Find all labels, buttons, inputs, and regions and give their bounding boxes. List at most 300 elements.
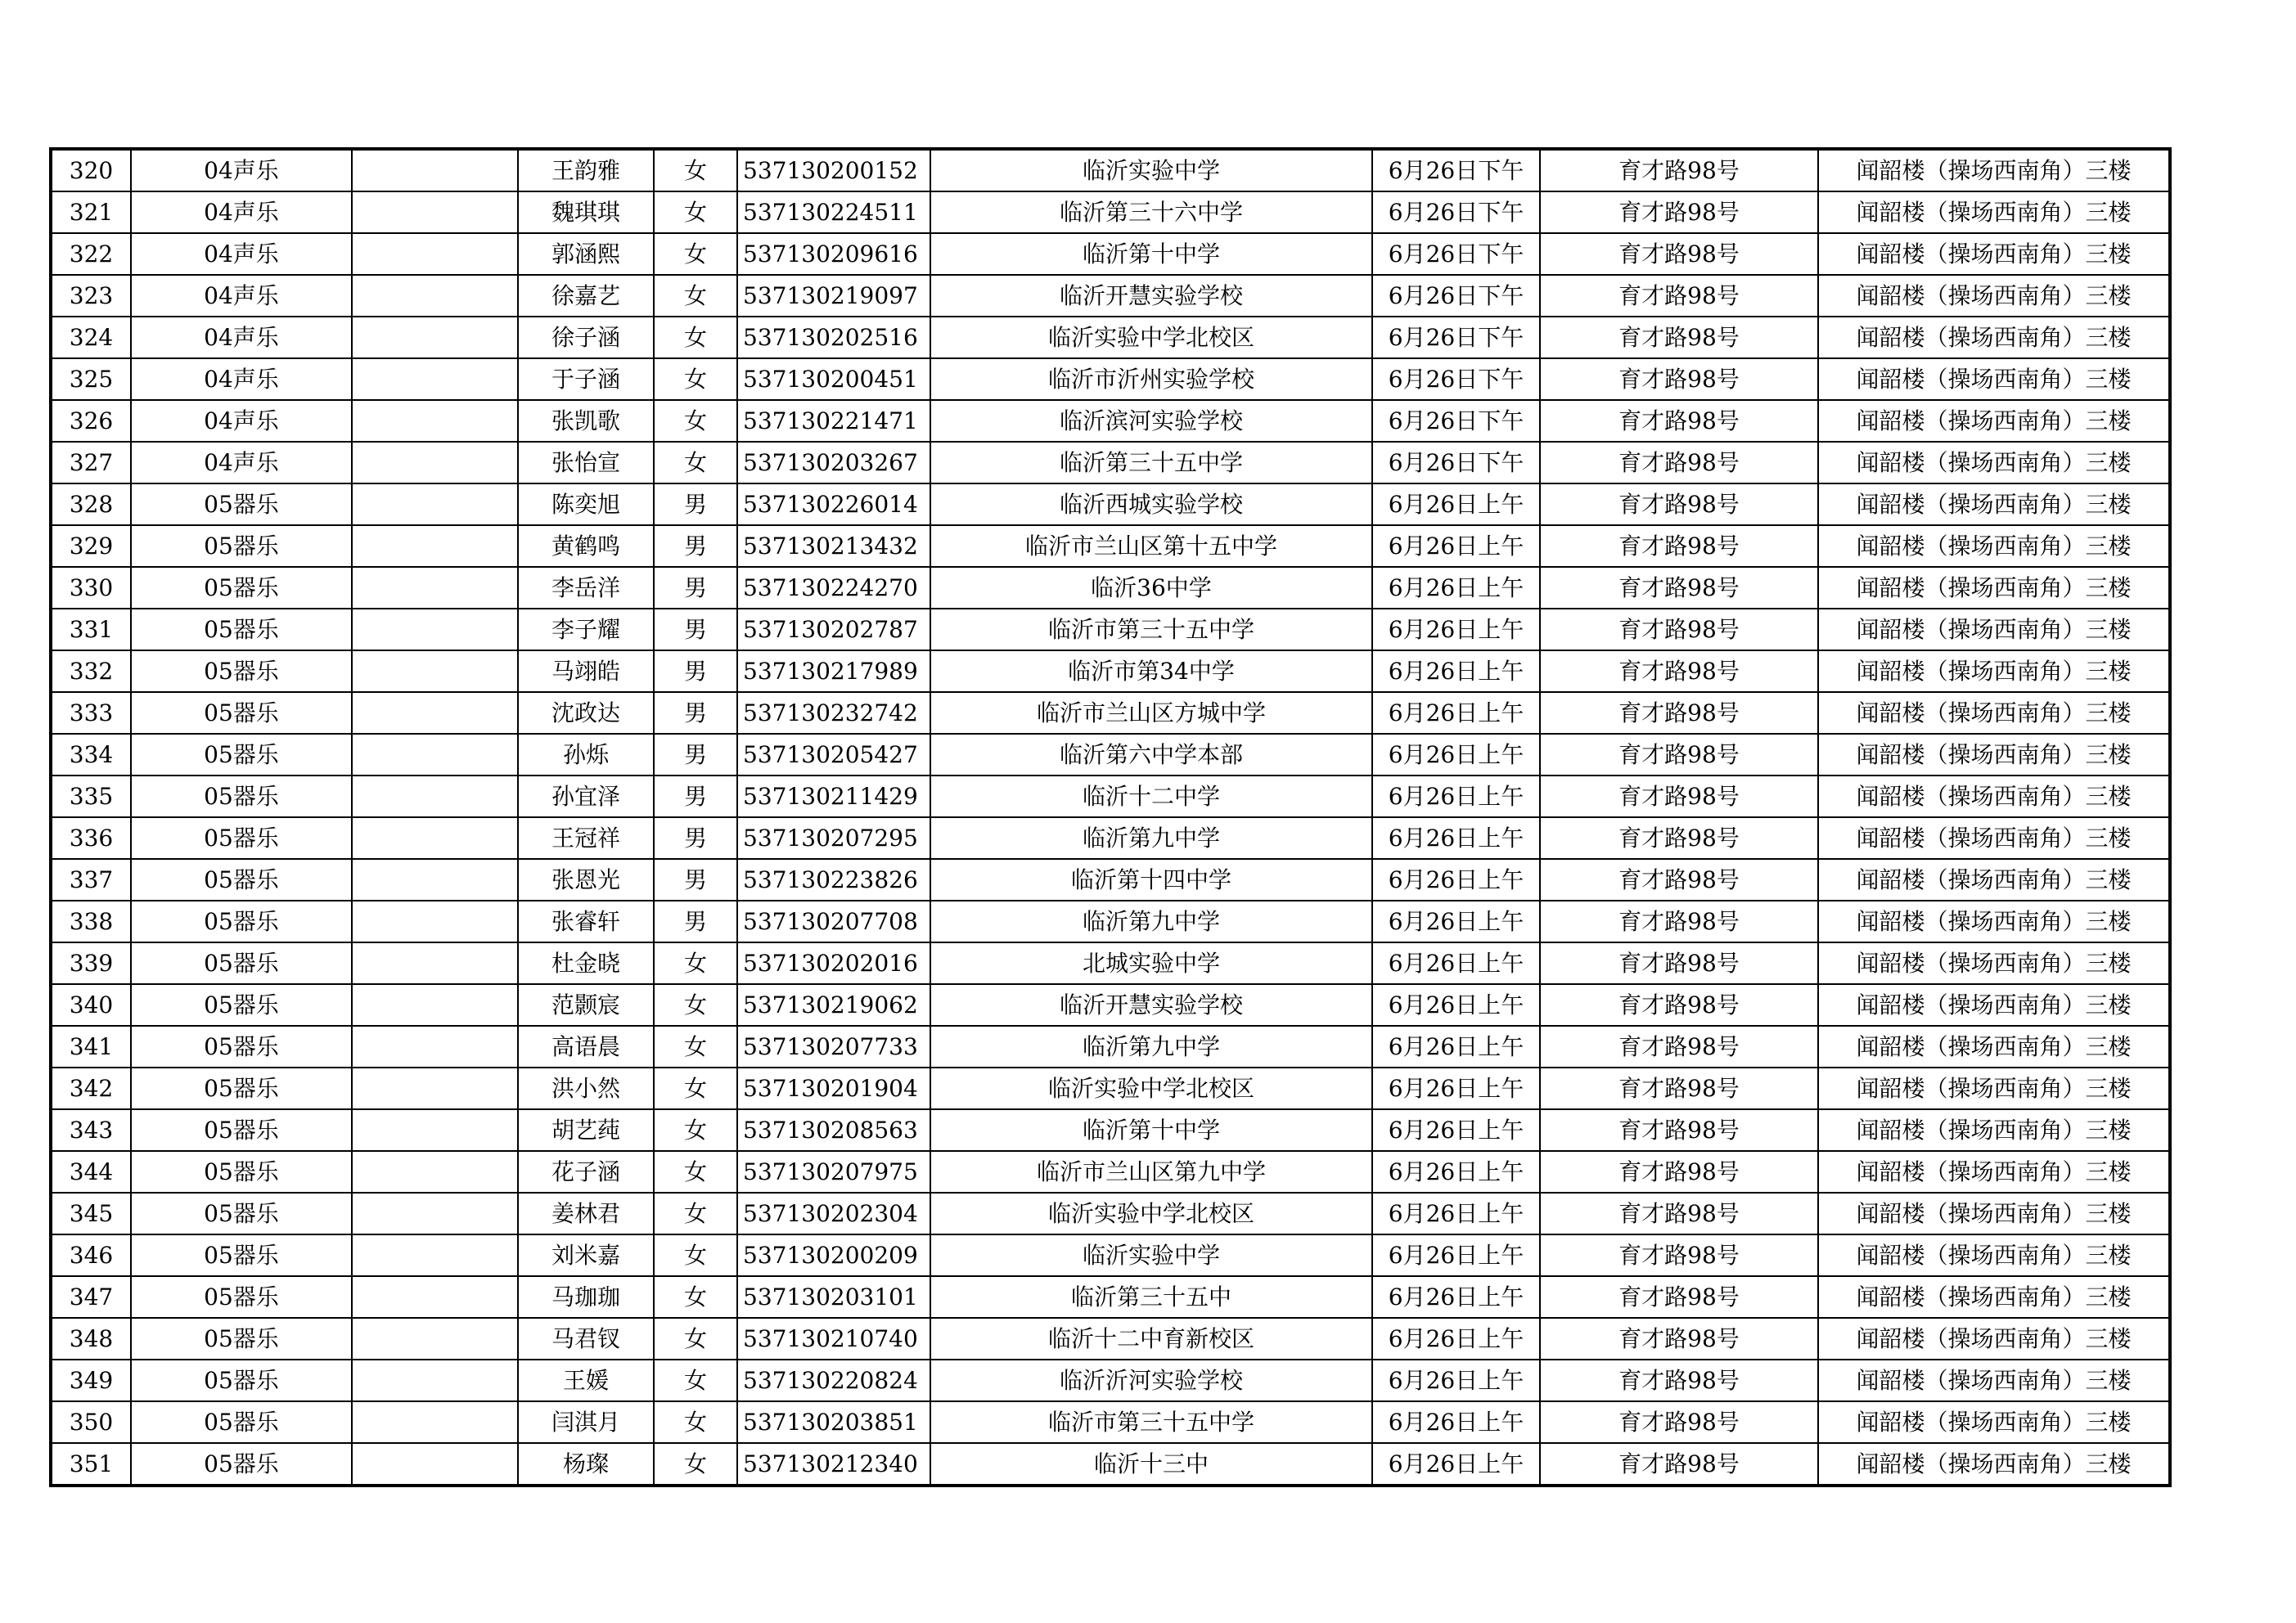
row-number-cell: 320 — [51, 149, 131, 191]
subject-category-cell: 05器乐 — [131, 1193, 352, 1234]
subject-category-cell: 05器乐 — [131, 776, 352, 817]
row-number-cell: 342 — [51, 1068, 131, 1109]
exam-room-location-cell: 闻韶楼（操场西南角）三楼 — [1818, 275, 2170, 317]
subject-category-cell: 05器乐 — [131, 609, 352, 650]
row-number-cell: 338 — [51, 901, 131, 942]
student-name-cell: 王冠祥 — [518, 817, 654, 859]
exam-number-cell: 537130226014 — [737, 483, 930, 525]
exam-number-cell: 537130207975 — [737, 1151, 930, 1193]
student-name-cell: 黄鹤鸣 — [518, 525, 654, 567]
school-name-cell: 临沂市兰山区方城中学 — [930, 692, 1372, 734]
exam-room-location-cell: 闻韶楼（操场西南角）三楼 — [1818, 692, 2170, 734]
exam-session-cell: 6月26日下午 — [1372, 358, 1540, 400]
subject-category-cell: 05器乐 — [131, 901, 352, 942]
exam-address-cell: 育才路98号 — [1540, 859, 1818, 901]
blank-cell-cell — [352, 442, 518, 483]
exam-address-cell: 育才路98号 — [1540, 1276, 1818, 1318]
exam-address-cell: 育才路98号 — [1540, 1360, 1818, 1401]
table-row — [51, 1318, 2170, 1360]
exam-room-location-cell: 闻韶楼（操场西南角）三楼 — [1818, 149, 2170, 191]
exam-room-location-cell: 闻韶楼（操场西南角）三楼 — [1818, 1401, 2170, 1443]
student-name-cell: 李岳洋 — [518, 567, 654, 609]
table-row — [51, 1360, 2170, 1401]
student-name-cell: 杜金晓 — [518, 942, 654, 984]
subject-category-cell: 05器乐 — [131, 1151, 352, 1193]
row-number-cell: 331 — [51, 609, 131, 650]
gender-cell: 男 — [654, 817, 737, 859]
table-row — [51, 692, 2170, 734]
exam-session-cell: 6月26日上午 — [1372, 734, 1540, 776]
gender-cell: 女 — [654, 149, 737, 191]
blank-cell-cell — [352, 984, 518, 1026]
school-name-cell: 临沂沂河实验学校 — [930, 1360, 1372, 1401]
gender-cell: 女 — [654, 1068, 737, 1109]
row-number-cell: 334 — [51, 734, 131, 776]
exam-session-cell: 6月26日下午 — [1372, 149, 1540, 191]
school-name-cell: 北城实验中学 — [930, 942, 1372, 984]
blank-cell-cell — [352, 942, 518, 984]
subject-category-cell: 05器乐 — [131, 483, 352, 525]
table-row — [51, 317, 2170, 358]
gender-cell: 女 — [654, 358, 737, 400]
exam-number-cell: 537130212340 — [737, 1443, 930, 1486]
row-number-cell: 333 — [51, 692, 131, 734]
exam-room-location-cell: 闻韶楼（操场西南角）三楼 — [1818, 317, 2170, 358]
gender-cell: 女 — [654, 317, 737, 358]
table-row — [51, 1193, 2170, 1234]
row-number-cell: 337 — [51, 859, 131, 901]
exam-number-cell: 537130202304 — [737, 1193, 930, 1234]
exam-session-cell: 6月26日上午 — [1372, 1068, 1540, 1109]
exam-room-location-cell: 闻韶楼（操场西南角）三楼 — [1818, 1026, 2170, 1068]
student-name-cell: 张怡宣 — [518, 442, 654, 483]
exam-address-cell: 育才路98号 — [1540, 483, 1818, 525]
exam-number-cell: 537130202016 — [737, 942, 930, 984]
row-number-cell: 327 — [51, 442, 131, 483]
subject-category-cell: 05器乐 — [131, 1109, 352, 1151]
school-name-cell: 临沂十二中育新校区 — [930, 1318, 1372, 1360]
school-name-cell: 临沂市沂州实验学校 — [930, 358, 1372, 400]
gender-cell: 男 — [654, 609, 737, 650]
student-name-cell: 闫淇月 — [518, 1401, 654, 1443]
row-number-cell: 348 — [51, 1318, 131, 1360]
table-row — [51, 567, 2170, 609]
table-row — [51, 650, 2170, 692]
gender-cell: 男 — [654, 776, 737, 817]
blank-cell-cell — [352, 1068, 518, 1109]
school-name-cell: 临沂第九中学 — [930, 901, 1372, 942]
gender-cell: 女 — [654, 1151, 737, 1193]
gender-cell: 男 — [654, 567, 737, 609]
gender-cell: 女 — [654, 1234, 737, 1276]
row-number-cell: 347 — [51, 1276, 131, 1318]
exam-address-cell: 育才路98号 — [1540, 1193, 1818, 1234]
table-row — [51, 817, 2170, 859]
table-row — [51, 859, 2170, 901]
subject-category-cell: 05器乐 — [131, 650, 352, 692]
table-row — [51, 149, 2170, 191]
row-number-cell: 343 — [51, 1109, 131, 1151]
subject-category-cell: 04声乐 — [131, 400, 352, 442]
exam-number-cell: 537130205427 — [737, 734, 930, 776]
subject-category-cell: 04声乐 — [131, 442, 352, 483]
student-name-cell: 魏琪琪 — [518, 191, 654, 233]
student-name-cell: 郭涵熙 — [518, 233, 654, 275]
exam-number-cell: 537130203267 — [737, 442, 930, 483]
exam-address-cell: 育才路98号 — [1540, 442, 1818, 483]
subject-category-cell: 05器乐 — [131, 817, 352, 859]
blank-cell-cell — [352, 1318, 518, 1360]
blank-cell-cell — [352, 149, 518, 191]
exam-number-cell: 537130224511 — [737, 191, 930, 233]
student-name-cell: 陈奕旭 — [518, 483, 654, 525]
table-row — [51, 1151, 2170, 1193]
school-name-cell: 临沂实验中学 — [930, 1234, 1372, 1276]
exam-session-cell: 6月26日上午 — [1372, 609, 1540, 650]
subject-category-cell: 05器乐 — [131, 734, 352, 776]
exam-room-location-cell: 闻韶楼（操场西南角）三楼 — [1818, 984, 2170, 1026]
row-number-cell: 339 — [51, 942, 131, 984]
exam-room-location-cell: 闻韶楼（操场西南角）三楼 — [1818, 233, 2170, 275]
row-number-cell: 329 — [51, 525, 131, 567]
blank-cell-cell — [352, 400, 518, 442]
exam-number-cell: 537130221471 — [737, 400, 930, 442]
row-number-cell: 322 — [51, 233, 131, 275]
exam-address-cell: 育才路98号 — [1540, 1443, 1818, 1486]
exam-address-cell: 育才路98号 — [1540, 567, 1818, 609]
school-name-cell: 临沂西城实验学校 — [930, 483, 1372, 525]
exam-session-cell: 6月26日下午 — [1372, 191, 1540, 233]
exam-address-cell: 育才路98号 — [1540, 1068, 1818, 1109]
blank-cell-cell — [352, 233, 518, 275]
exam-address-cell: 育才路98号 — [1540, 650, 1818, 692]
exam-number-cell: 537130207295 — [737, 817, 930, 859]
row-number-cell: 326 — [51, 400, 131, 442]
school-name-cell: 临沂第六中学本部 — [930, 734, 1372, 776]
exam-session-cell: 6月26日上午 — [1372, 942, 1540, 984]
blank-cell-cell — [352, 1151, 518, 1193]
gender-cell: 女 — [654, 942, 737, 984]
student-name-cell: 花子涵 — [518, 1151, 654, 1193]
exam-number-cell: 537130220824 — [737, 1360, 930, 1401]
school-name-cell: 临沂市第34中学 — [930, 650, 1372, 692]
school-name-cell: 临沂第十中学 — [930, 1109, 1372, 1151]
row-number-cell: 346 — [51, 1234, 131, 1276]
exam-address-cell: 育才路98号 — [1540, 692, 1818, 734]
table-row — [51, 233, 2170, 275]
exam-session-cell: 6月26日上午 — [1372, 817, 1540, 859]
exam-room-location-cell: 闻韶楼（操场西南角）三楼 — [1818, 483, 2170, 525]
blank-cell-cell — [352, 317, 518, 358]
blank-cell-cell — [352, 609, 518, 650]
exam-number-cell: 537130202787 — [737, 609, 930, 650]
exam-number-cell: 537130224270 — [737, 567, 930, 609]
gender-cell: 男 — [654, 525, 737, 567]
exam-room-location-cell: 闻韶楼（操场西南角）三楼 — [1818, 609, 2170, 650]
blank-cell-cell — [352, 1276, 518, 1318]
exam-room-location-cell: 闻韶楼（操场西南角）三楼 — [1818, 525, 2170, 567]
exam-room-location-cell: 闻韶楼（操场西南角）三楼 — [1818, 734, 2170, 776]
row-number-cell: 323 — [51, 275, 131, 317]
exam-room-location-cell: 闻韶楼（操场西南角）三楼 — [1818, 1318, 2170, 1360]
table-row — [51, 609, 2170, 650]
exam-number-cell: 537130203851 — [737, 1401, 930, 1443]
exam-room-location-cell: 闻韶楼（操场西南角）三楼 — [1818, 1109, 2170, 1151]
exam-session-cell: 6月26日上午 — [1372, 1193, 1540, 1234]
blank-cell-cell — [352, 191, 518, 233]
table-row — [51, 984, 2170, 1026]
exam-room-location-cell: 闻韶楼（操场西南角）三楼 — [1818, 191, 2170, 233]
row-number-cell: 332 — [51, 650, 131, 692]
exam-address-cell: 育才路98号 — [1540, 776, 1818, 817]
exam-address-cell: 育才路98号 — [1540, 1151, 1818, 1193]
row-number-cell: 336 — [51, 817, 131, 859]
gender-cell: 男 — [654, 901, 737, 942]
exam-address-cell: 育才路98号 — [1540, 149, 1818, 191]
row-number-cell: 340 — [51, 984, 131, 1026]
exam-session-cell: 6月26日下午 — [1372, 442, 1540, 483]
row-number-cell: 325 — [51, 358, 131, 400]
exam-session-cell: 6月26日上午 — [1372, 650, 1540, 692]
exam-room-location-cell: 闻韶楼（操场西南角）三楼 — [1818, 776, 2170, 817]
gender-cell: 男 — [654, 692, 737, 734]
school-name-cell: 临沂开慧实验学校 — [930, 984, 1372, 1026]
exam-number-cell: 537130207733 — [737, 1026, 930, 1068]
school-name-cell: 临沂十三中 — [930, 1443, 1372, 1486]
exam-session-cell: 6月26日上午 — [1372, 901, 1540, 942]
school-name-cell: 临沂十二中学 — [930, 776, 1372, 817]
exam-session-cell: 6月26日上午 — [1372, 1026, 1540, 1068]
exam-room-location-cell: 闻韶楼（操场西南角）三楼 — [1818, 400, 2170, 442]
student-name-cell: 马翊皓 — [518, 650, 654, 692]
subject-category-cell: 04声乐 — [131, 275, 352, 317]
school-name-cell: 临沂市兰山区第九中学 — [930, 1151, 1372, 1193]
exam-session-cell: 6月26日下午 — [1372, 400, 1540, 442]
exam-room-location-cell: 闻韶楼（操场西南角）三楼 — [1818, 1151, 2170, 1193]
exam-address-cell: 育才路98号 — [1540, 901, 1818, 942]
table-row — [51, 1109, 2170, 1151]
blank-cell-cell — [352, 1109, 518, 1151]
exam-address-cell: 育才路98号 — [1540, 734, 1818, 776]
exam-room-location-cell: 闻韶楼（操场西南角）三楼 — [1818, 1443, 2170, 1486]
exam-number-cell: 537130232742 — [737, 692, 930, 734]
exam-address-cell: 育才路98号 — [1540, 1401, 1818, 1443]
school-name-cell: 临沂36中学 — [930, 567, 1372, 609]
row-number-cell: 324 — [51, 317, 131, 358]
school-name-cell: 临沂第三十五中学 — [930, 442, 1372, 483]
blank-cell-cell — [352, 901, 518, 942]
gender-cell: 女 — [654, 1443, 737, 1486]
blank-cell-cell — [352, 692, 518, 734]
student-name-cell: 张凯歌 — [518, 400, 654, 442]
school-name-cell: 临沂市第三十五中学 — [930, 609, 1372, 650]
exam-number-cell: 537130200451 — [737, 358, 930, 400]
row-number-cell: 330 — [51, 567, 131, 609]
school-name-cell: 临沂市第三十五中学 — [930, 1401, 1372, 1443]
exam-session-cell: 6月26日上午 — [1372, 1443, 1540, 1486]
gender-cell: 女 — [654, 1276, 737, 1318]
table-row — [51, 1026, 2170, 1068]
subject-category-cell: 05器乐 — [131, 1401, 352, 1443]
school-name-cell: 临沂第三十六中学 — [930, 191, 1372, 233]
exam-number-cell: 537130200152 — [737, 149, 930, 191]
exam-address-cell: 育才路98号 — [1540, 609, 1818, 650]
exam-address-cell: 育才路98号 — [1540, 358, 1818, 400]
exam-number-cell: 537130200209 — [737, 1234, 930, 1276]
school-name-cell: 临沂第九中学 — [930, 817, 1372, 859]
school-name-cell: 临沂第九中学 — [930, 1026, 1372, 1068]
student-name-cell: 孙宜泽 — [518, 776, 654, 817]
student-name-cell: 范颢宸 — [518, 984, 654, 1026]
exam-session-cell: 6月26日上午 — [1372, 1234, 1540, 1276]
subject-category-cell: 05器乐 — [131, 1360, 352, 1401]
exam-session-cell: 6月26日上午 — [1372, 1401, 1540, 1443]
blank-cell-cell — [352, 358, 518, 400]
student-name-cell: 沈政达 — [518, 692, 654, 734]
row-number-cell: 335 — [51, 776, 131, 817]
student-name-cell: 王媛 — [518, 1360, 654, 1401]
table-row — [51, 1276, 2170, 1318]
exam-room-location-cell: 闻韶楼（操场西南角）三楼 — [1818, 859, 2170, 901]
table-row — [51, 776, 2170, 817]
student-name-cell: 姜林君 — [518, 1193, 654, 1234]
table-row — [51, 275, 2170, 317]
gender-cell: 女 — [654, 1318, 737, 1360]
table-row — [51, 1401, 2170, 1443]
exam-session-cell: 6月26日上午 — [1372, 525, 1540, 567]
blank-cell-cell — [352, 1443, 518, 1486]
exam-number-cell: 537130219097 — [737, 275, 930, 317]
student-name-cell: 刘米嘉 — [518, 1234, 654, 1276]
exam-room-location-cell: 闻韶楼（操场西南角）三楼 — [1818, 1193, 2170, 1234]
exam-number-cell: 537130207708 — [737, 901, 930, 942]
exam-address-cell: 育才路98号 — [1540, 1234, 1818, 1276]
exam-room-location-cell: 闻韶楼（操场西南角）三楼 — [1818, 650, 2170, 692]
exam-address-cell: 育才路98号 — [1540, 1109, 1818, 1151]
exam-address-cell: 育才路98号 — [1540, 233, 1818, 275]
exam-number-cell: 537130217989 — [737, 650, 930, 692]
row-number-cell: 321 — [51, 191, 131, 233]
subject-category-cell: 04声乐 — [131, 317, 352, 358]
exam-room-location-cell: 闻韶楼（操场西南角）三楼 — [1818, 1276, 2170, 1318]
exam-address-cell: 育才路98号 — [1540, 1026, 1818, 1068]
student-name-cell: 于子涵 — [518, 358, 654, 400]
blank-cell-cell — [352, 567, 518, 609]
table-row — [51, 442, 2170, 483]
exam-number-cell: 537130219062 — [737, 984, 930, 1026]
exam-roster-table — [49, 147, 2172, 1487]
table-row — [51, 400, 2170, 442]
blank-cell-cell — [352, 1193, 518, 1234]
subject-category-cell: 04声乐 — [131, 149, 352, 191]
exam-session-cell: 6月26日上午 — [1372, 483, 1540, 525]
exam-session-cell: 6月26日上午 — [1372, 776, 1540, 817]
gender-cell: 女 — [654, 1193, 737, 1234]
gender-cell: 女 — [654, 400, 737, 442]
gender-cell: 女 — [654, 442, 737, 483]
subject-category-cell: 04声乐 — [131, 233, 352, 275]
gender-cell: 男 — [654, 859, 737, 901]
gender-cell: 女 — [654, 1360, 737, 1401]
blank-cell-cell — [352, 275, 518, 317]
table-row — [51, 191, 2170, 233]
subject-category-cell: 05器乐 — [131, 525, 352, 567]
school-name-cell: 临沂第十四中学 — [930, 859, 1372, 901]
table-row — [51, 358, 2170, 400]
table-row — [51, 1068, 2170, 1109]
student-name-cell: 张恩光 — [518, 859, 654, 901]
exam-address-cell: 育才路98号 — [1540, 1318, 1818, 1360]
exam-session-cell: 6月26日上午 — [1372, 1151, 1540, 1193]
exam-session-cell: 6月26日上午 — [1372, 1318, 1540, 1360]
exam-room-location-cell: 闻韶楼（操场西南角）三楼 — [1818, 942, 2170, 984]
gender-cell: 男 — [654, 734, 737, 776]
subject-category-cell: 05器乐 — [131, 1234, 352, 1276]
exam-number-cell: 537130203101 — [737, 1276, 930, 1318]
student-name-cell: 胡艺莼 — [518, 1109, 654, 1151]
exam-session-cell: 6月26日下午 — [1372, 317, 1540, 358]
gender-cell: 女 — [654, 984, 737, 1026]
subject-category-cell: 05器乐 — [131, 567, 352, 609]
school-name-cell: 临沂开慧实验学校 — [930, 275, 1372, 317]
exam-room-location-cell: 闻韶楼（操场西南角）三楼 — [1818, 442, 2170, 483]
student-name-cell: 孙烁 — [518, 734, 654, 776]
subject-category-cell: 05器乐 — [131, 1443, 352, 1486]
exam-address-cell: 育才路98号 — [1540, 525, 1818, 567]
exam-session-cell: 6月26日下午 — [1372, 233, 1540, 275]
blank-cell-cell — [352, 734, 518, 776]
school-name-cell: 临沂实验中学北校区 — [930, 1193, 1372, 1234]
table-row — [51, 525, 2170, 567]
row-number-cell: 351 — [51, 1443, 131, 1486]
school-name-cell: 临沂市兰山区第十五中学 — [930, 525, 1372, 567]
subject-category-cell: 05器乐 — [131, 1068, 352, 1109]
table-row — [51, 901, 2170, 942]
gender-cell: 女 — [654, 233, 737, 275]
exam-session-cell: 6月26日上午 — [1372, 1360, 1540, 1401]
student-name-cell: 高语晨 — [518, 1026, 654, 1068]
exam-room-location-cell: 闻韶楼（操场西南角）三楼 — [1818, 901, 2170, 942]
school-name-cell: 临沂实验中学 — [930, 149, 1372, 191]
exam-number-cell: 537130210740 — [737, 1318, 930, 1360]
gender-cell: 男 — [654, 650, 737, 692]
school-name-cell: 临沂实验中学北校区 — [930, 317, 1372, 358]
school-name-cell: 临沂滨河实验学校 — [930, 400, 1372, 442]
roster-body — [51, 149, 2170, 1486]
blank-cell-cell — [352, 1234, 518, 1276]
subject-category-cell: 05器乐 — [131, 984, 352, 1026]
exam-address-cell: 育才路98号 — [1540, 400, 1818, 442]
exam-room-location-cell: 闻韶楼（操场西南角）三楼 — [1818, 1360, 2170, 1401]
student-name-cell: 张睿轩 — [518, 901, 654, 942]
exam-room-location-cell: 闻韶楼（操场西南角）三楼 — [1818, 567, 2170, 609]
gender-cell: 女 — [654, 275, 737, 317]
exam-room-location-cell: 闻韶楼（操场西南角）三楼 — [1818, 358, 2170, 400]
blank-cell-cell — [352, 776, 518, 817]
exam-address-cell: 育才路98号 — [1540, 817, 1818, 859]
blank-cell-cell — [352, 817, 518, 859]
exam-session-cell: 6月26日上午 — [1372, 859, 1540, 901]
exam-session-cell: 6月26日上午 — [1372, 692, 1540, 734]
subject-category-cell: 05器乐 — [131, 692, 352, 734]
blank-cell-cell — [352, 525, 518, 567]
table-row — [51, 483, 2170, 525]
blank-cell-cell — [352, 859, 518, 901]
student-name-cell: 徐嘉艺 — [518, 275, 654, 317]
exam-room-location-cell: 闻韶楼（操场西南角）三楼 — [1818, 817, 2170, 859]
exam-session-cell: 6月26日下午 — [1372, 275, 1540, 317]
subject-category-cell: 05器乐 — [131, 1276, 352, 1318]
